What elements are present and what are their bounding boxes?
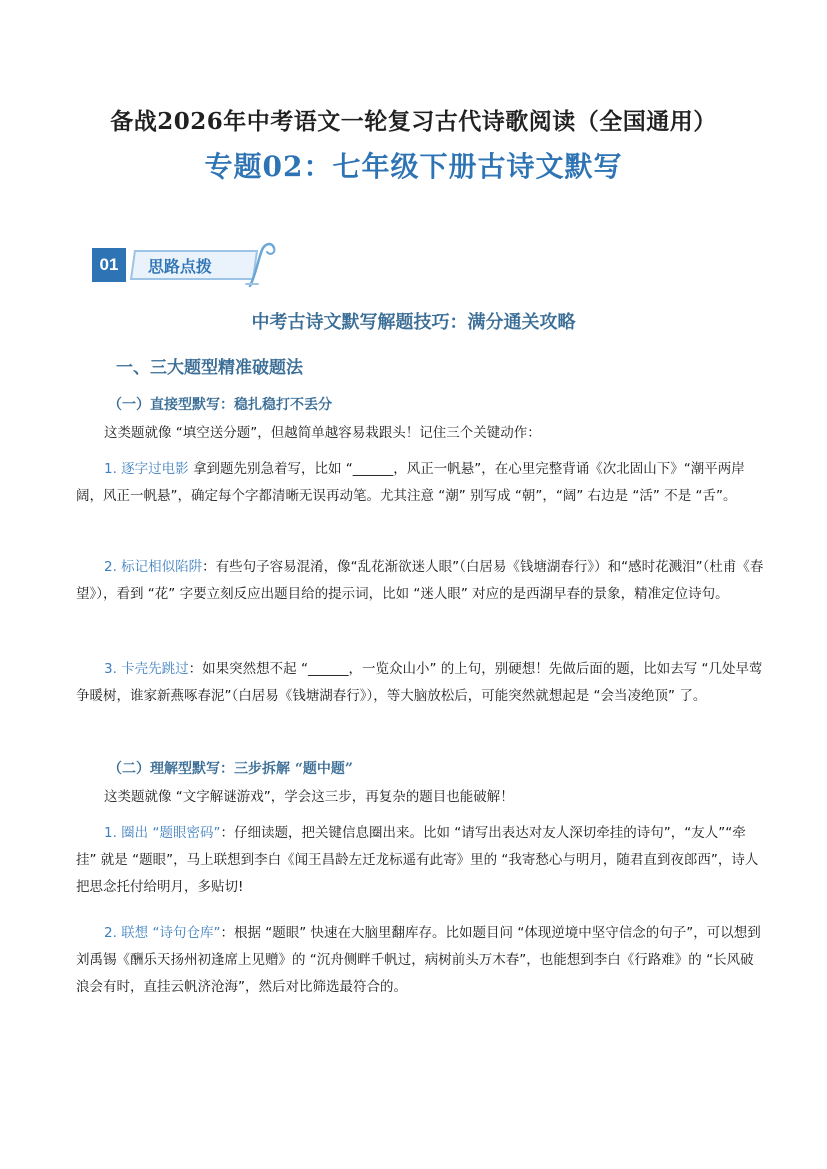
step1-text: ：仔细读题，把关键信息圈出来。比如 “请写出表达对友人深切牵挂的诗句”，“友人”“牵挂” 就是 “题眼”，马上联想到李白《闻王昌龄左迁龙标遥有此寄》里的 “我寄愁心与明月，随君直到夜郎西”，诗人把思念托付给明月，多贴切! (76, 825, 759, 895)
tip2-lead: 2. 标记相似陷阱 (104, 559, 203, 575)
tip1-text: 拿到题先别急着写，比如 “______，风正一帆悬”，在心里完整背诵《次北固山下》“潮平两岸阔，风正一帆悬”，确定每个字都清晰无误再动笔。尤其注意 “潮” 别写成 “朝”，“阔” 右边是 “活” 不是 “舌”。 (76, 461, 745, 504)
badge-label: 思路点拨 (148, 256, 213, 276)
part2-intro-text: 这类题就像 “文字解谜游戏”，学会这三步，再复杂的题目也能破解！ (104, 789, 514, 805)
section-heading: 一、三大题型精准破题法 (116, 358, 303, 378)
tip3-paragraph (76, 656, 766, 710)
tip3-text: ：如果突然想不起 “______，一览众山小” 的上句，别硬想！先做后面的题，比如去写 “几处早莺争暖树，谁家新燕啄春泥”（白居易《钱塘湖春行》），等大脑放松后，可能突然就想起是 “会当凌绝顶” 了。 (76, 661, 763, 704)
swirl-decoration-icon (242, 240, 282, 290)
part1-intro-text: 这类题就像 “填空送分题”，但越简单越容易栽跟头！记住三个关键动作： (104, 425, 541, 441)
badge-label-box (130, 250, 258, 280)
topic-title: 专题02：七年级下册古诗文默写 (204, 150, 623, 183)
tip1-lead: 1. 逐字过电影 (104, 461, 189, 477)
step1-paragraph (76, 820, 766, 901)
part1-intro (76, 420, 766, 447)
step2-lead: 2. 联想 “诗句仓库” (104, 925, 221, 941)
section-badge (92, 240, 282, 290)
tip1-paragraph (76, 456, 766, 510)
article-subtitle: 中考古诗文默写解题技巧：满分通关攻略 (251, 312, 576, 333)
tip3-lead: 3. 卡壳先跳过 (104, 661, 189, 677)
badge-number: 01 (92, 248, 126, 282)
part1-heading: （一）直接型默写：稳扎稳打不丢分 (108, 397, 332, 413)
tip2-paragraph (76, 554, 766, 608)
tip2-text: ：有些句子容易混淆，像“乱花渐欲迷人眼”（白居易《钱塘湖春行》）和“感时花溅泪”（杜甫《春望》），看到 “花” 字要立刻反应出题目给的提示词，比如 “迷人眼” 对应的是西湖早春的景象，精准定位诗句。 (76, 559, 764, 602)
main-title: 备战2026年中考语文一轮复习古代诗歌阅读（全国通用） (110, 108, 717, 135)
step2-text: ：根据 “题眼” 快速在大脑里翻库存。比如题目问 “体现逆境中坚守信念的句子”，可以想到刘禹锡《酬乐天扬州初逢席上见赠》的 “沉舟侧畔千帆过，病树前头万木春”，也能想到李白《行路难》的 “长风破浪会有时，直挂云帆济沧海”，然后对比筛选最符合的。 (76, 925, 761, 995)
step2-paragraph (76, 920, 766, 1001)
part2-intro (76, 784, 766, 811)
part2-heading: （二）理解型默写：三步拆解 “题中题” (108, 761, 353, 777)
step1-lead: 1. 圈出 “题眼密码” (104, 825, 221, 841)
